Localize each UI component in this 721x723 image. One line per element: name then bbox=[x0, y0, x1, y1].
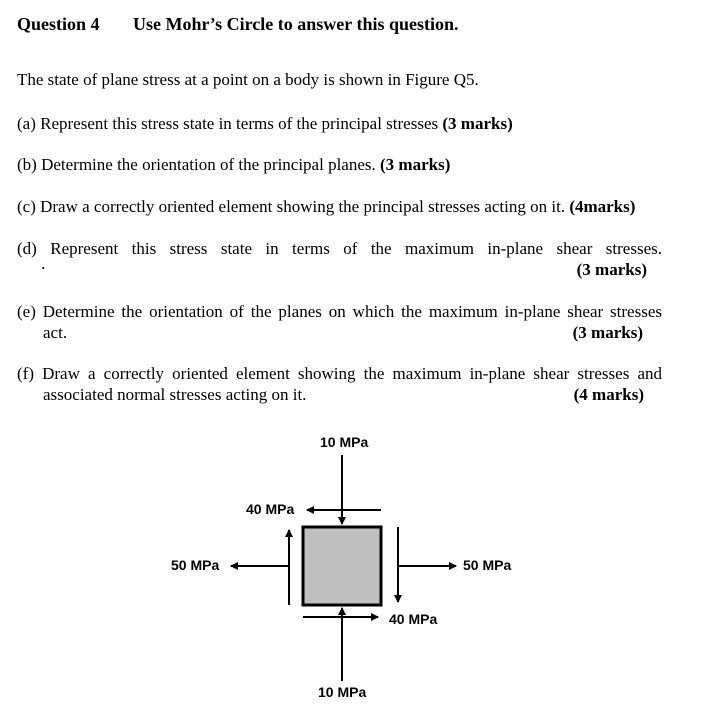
part-c-marks: (4marks) bbox=[569, 197, 636, 216]
part-d-text: (d) Represent this stress state in terms of the maximum in-plane shear stresses. bbox=[17, 239, 662, 258]
intro-text: The state of plane stress at a point on a body is shown in Figure Q5. bbox=[17, 70, 479, 89]
part-d-cont: . bbox=[41, 254, 46, 273]
part-c-text: (c) Draw a correctly oriented element showing the principal stresses acting on it. bbox=[17, 197, 566, 216]
bottom-normal-label: 10 MPa bbox=[318, 684, 367, 700]
part-e-text: (e) Determine the orientation of the planes on which the maximum in-plane shear stresses bbox=[17, 302, 662, 321]
question-heading bbox=[17, 14, 458, 35]
part-b-text: (b) Determine the orientation of the principal planes. bbox=[17, 155, 376, 174]
part-b bbox=[17, 154, 662, 175]
part-d-marks: (3 marks) bbox=[576, 260, 647, 279]
top-normal-label: 10 MPa bbox=[320, 434, 369, 450]
question-number: Question 4 bbox=[17, 14, 100, 34]
part-f-cont: associated normal stresses acting on it. bbox=[43, 385, 307, 404]
stress-element bbox=[303, 527, 381, 605]
part-e-cont: act. bbox=[43, 323, 68, 342]
part-a-marks: (3 marks) bbox=[442, 114, 513, 133]
part-f-text: (f) Draw a correctly oriented element showing the maximum in-plane shear stresses and bbox=[17, 364, 662, 383]
part-e-marks: (3 marks) bbox=[572, 323, 643, 342]
part-f bbox=[17, 363, 662, 405]
part-a-text: (a) Represent this stress state in terms of the principal stresses bbox=[17, 114, 439, 133]
left-normal-label: 50 MPa bbox=[171, 557, 220, 573]
part-d bbox=[17, 238, 662, 280]
bottom-shear-label: 40 MPa bbox=[389, 611, 438, 627]
part-b-marks: (3 marks) bbox=[380, 155, 451, 174]
part-c bbox=[17, 196, 662, 217]
top-shear-label: 40 MPa bbox=[246, 501, 295, 517]
part-e bbox=[17, 301, 662, 343]
question-instruction: Use Mohr’s Circle to answer this question. bbox=[133, 14, 459, 34]
part-f-marks: (4 marks) bbox=[573, 385, 644, 404]
part-a bbox=[17, 113, 662, 134]
right-normal-label: 50 MPa bbox=[463, 557, 512, 573]
